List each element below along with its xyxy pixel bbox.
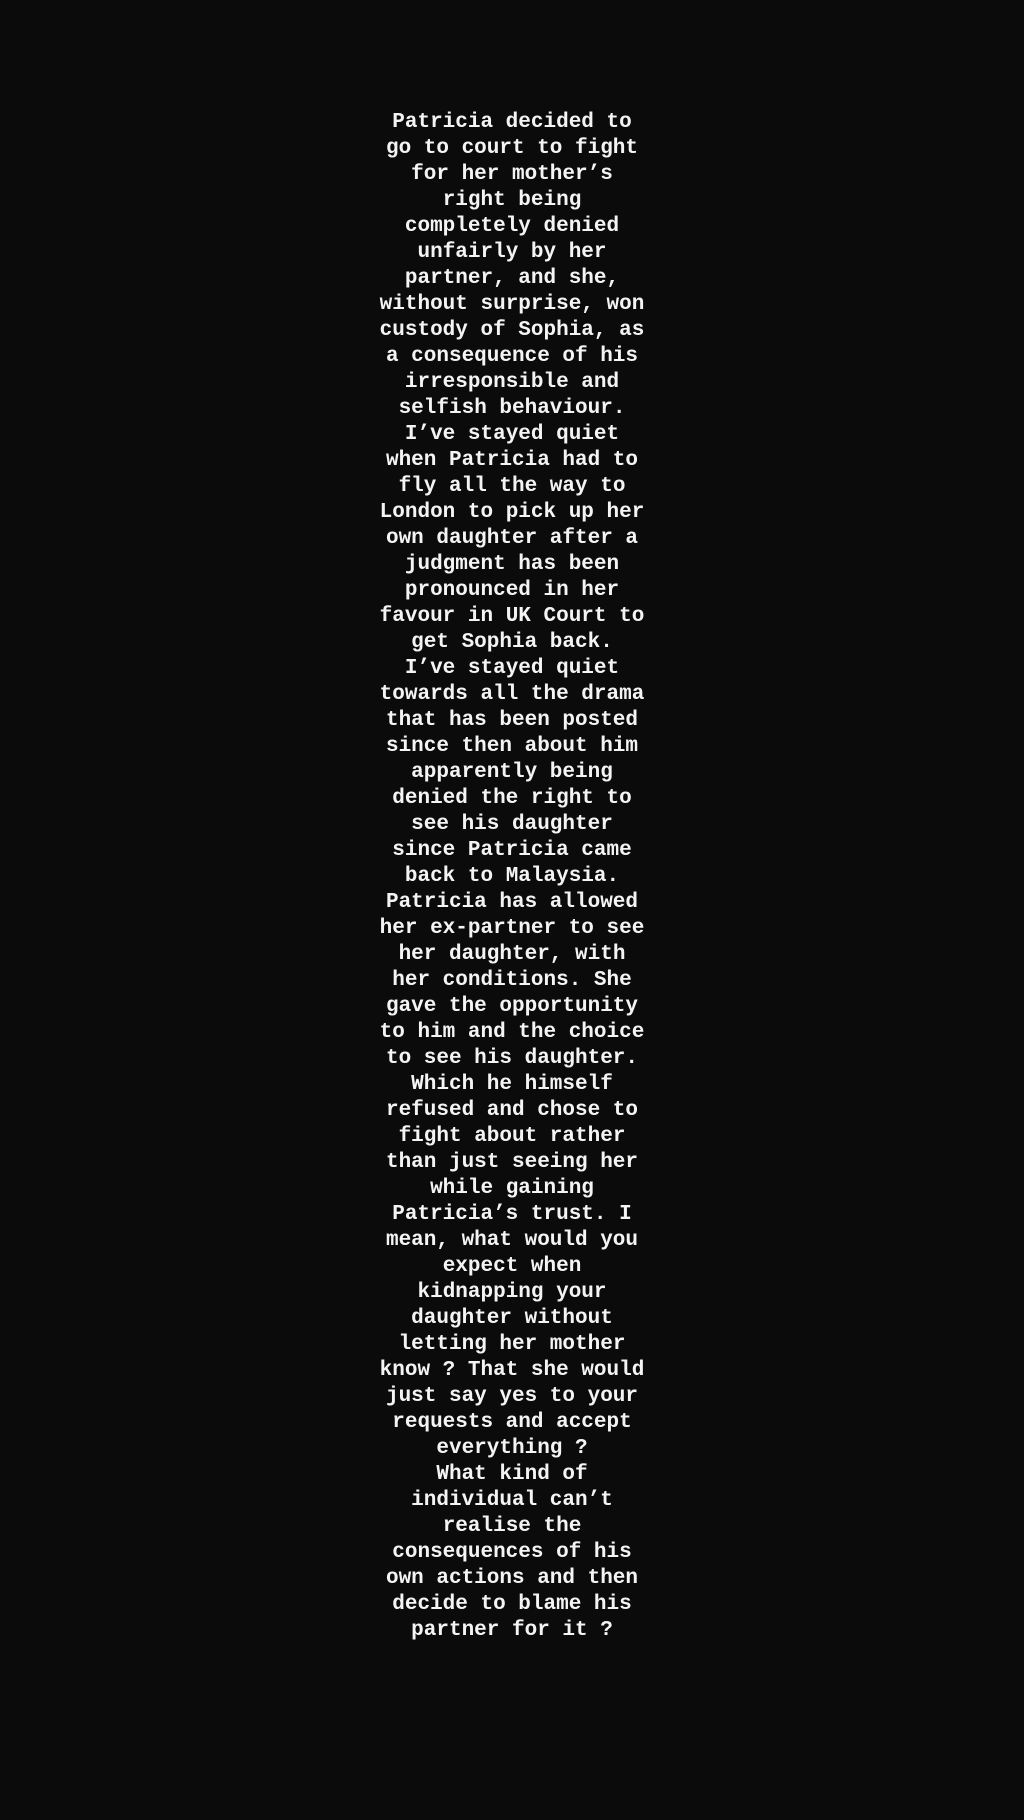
story-text-line: individual can’t: [411, 1489, 613, 1512]
story-text-line: pronounced in her: [404, 579, 620, 602]
story-text-line: her ex-partner to see: [379, 917, 645, 940]
story-text-line: while gaining: [430, 1177, 594, 1200]
story-text-line: know ? That she would: [379, 1359, 645, 1382]
story-text-block: [0, 110, 1024, 1644]
story-text-line: favour in UK Court to: [379, 605, 645, 628]
story-text-line: kidnapping your: [417, 1281, 607, 1304]
story-text-line: everything ?: [436, 1437, 588, 1460]
story-text-line: Patricia decided to: [392, 111, 632, 134]
story-text-line: judgment has been: [404, 553, 620, 576]
story-text-line: refused and chose to: [385, 1099, 639, 1122]
story-text-line: her conditions. She: [392, 969, 632, 992]
story-text-line: that has been posted: [385, 709, 639, 732]
story-text-line: fly all the way to: [398, 475, 626, 498]
story-text-line: Patricia’s trust. I: [392, 1203, 632, 1226]
story-text-line: denied the right to: [392, 787, 632, 810]
story-text-line: Patricia has allowed: [385, 891, 639, 914]
story-text-line: mean, what would you: [385, 1229, 639, 1252]
story-text-line: custody of Sophia, as: [379, 319, 645, 342]
story-text-line: right being: [442, 189, 582, 212]
story-text-line: decide to blame his: [392, 1593, 632, 1616]
story-text-line: to him and the choice: [379, 1021, 645, 1044]
story-text-line: her daughter, with: [398, 943, 626, 966]
story-text-line: to see his daughter.: [385, 1047, 639, 1070]
story-text-line: unfairly by her: [417, 241, 607, 264]
story-text-line: a consequence of his: [385, 345, 639, 368]
story-text-line: without surprise, won: [379, 293, 645, 316]
story-text-line: I’ve stayed quiet: [404, 657, 620, 680]
story-text-line: just say yes to your: [385, 1385, 639, 1408]
story-text-line: since then about him: [385, 735, 639, 758]
story-text-line: Which he himself: [411, 1073, 613, 1096]
story-text-line: for her mother’s: [411, 163, 613, 186]
story-text-line: letting her mother: [398, 1333, 626, 1356]
story-text-line: get Sophia back.: [411, 631, 613, 654]
story-text-line: daughter without: [411, 1307, 613, 1330]
story-text-line: back to Malaysia.: [404, 865, 620, 888]
story-text-line: partner, and she,: [404, 267, 620, 290]
story-text-line: gave the opportunity: [385, 995, 639, 1018]
story-text-line: expect when: [442, 1255, 582, 1278]
story-text-line: selfish behaviour.: [398, 397, 626, 420]
story-text-line: fight about rather: [398, 1125, 626, 1148]
story-text-line: see his daughter: [411, 813, 613, 836]
story-text-line: apparently being: [411, 761, 613, 784]
story-text-line: than just seeing her: [385, 1151, 639, 1174]
story-text-line: consequences of his: [392, 1541, 632, 1564]
story-text-line: go to court to fight: [385, 137, 639, 160]
story-text-line: towards all the drama: [379, 683, 645, 706]
story-text-line: realise the: [442, 1515, 582, 1538]
story-text-line: own actions and then: [385, 1567, 639, 1590]
story-text-line: since Patricia came: [392, 839, 632, 862]
story-text-line: own daughter after a: [385, 527, 639, 550]
story-text-line: partner for it ?: [411, 1619, 613, 1642]
story-text-line: requests and accept: [392, 1411, 632, 1434]
story-text-line: What kind of: [436, 1463, 588, 1486]
story-text-line: when Patricia had to: [385, 449, 639, 472]
story-text-line: London to pick up her: [379, 501, 645, 524]
story-text-line: irresponsible and: [404, 371, 620, 394]
story-text-line: I’ve stayed quiet: [404, 423, 620, 446]
story-text-line: completely denied: [404, 215, 620, 238]
